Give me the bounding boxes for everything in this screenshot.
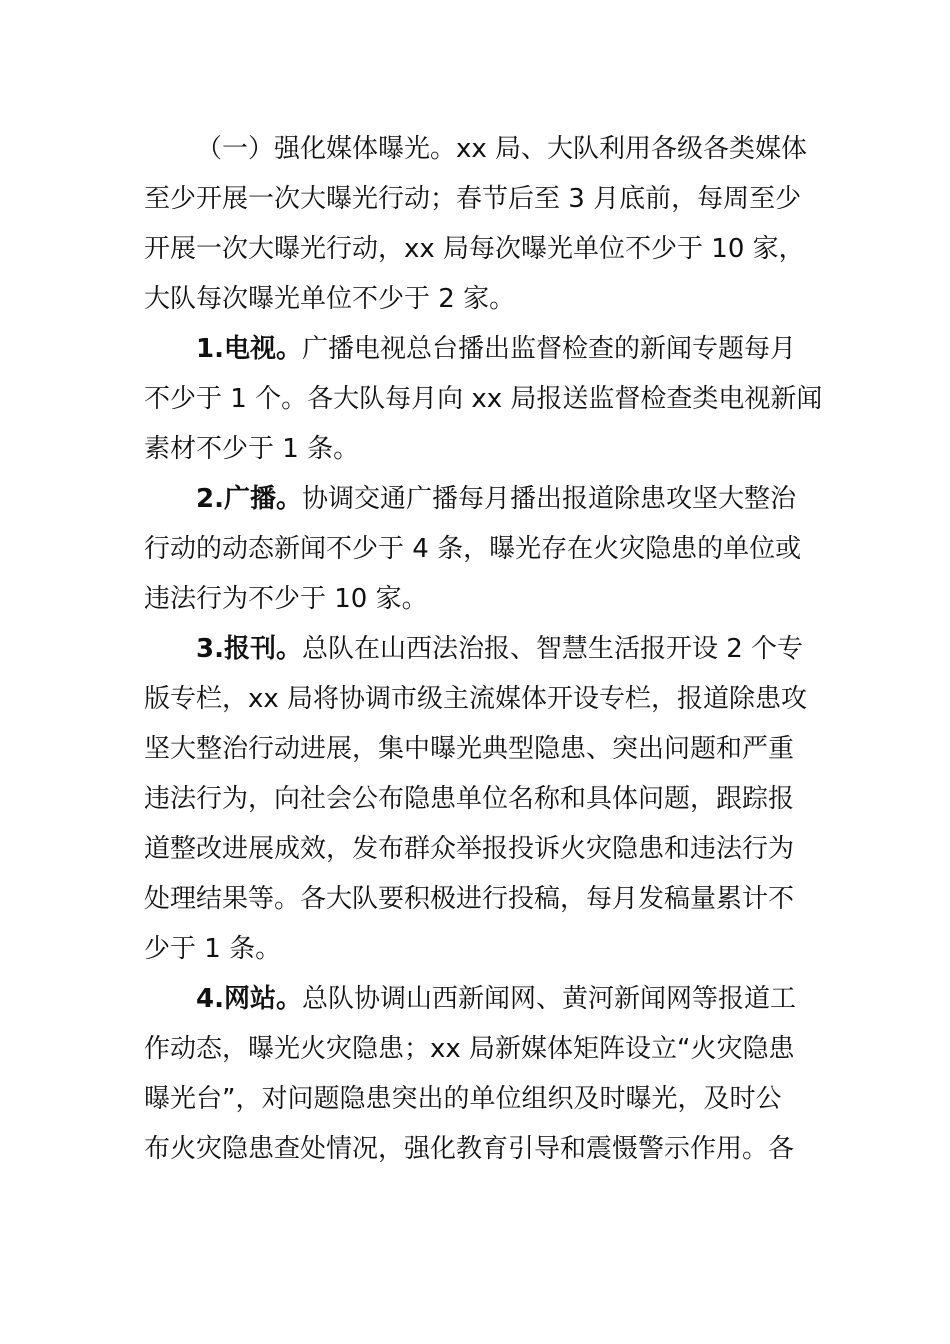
paragraph-text: 协调交通广播每月播出报道除患攻坚大整治	[301, 484, 796, 514]
paragraph-line	[144, 974, 804, 1024]
paragraph-line: 处理结果等。各大队要积极进行投稿，每月发稿量累计不	[144, 884, 795, 914]
paragraph-line: 不少于 1 个。各大队每月向 xx 局报送监督检查类电视新闻	[144, 384, 823, 414]
section-heading: 4.网站。	[196, 984, 302, 1014]
paragraph-line: 违法行为不少于 10 家。	[144, 584, 428, 614]
paragraph-line: 曝光台”，对问题隐患突出的单位组织及时曝光，及时公	[144, 1084, 782, 1114]
paragraph-text: 总队协调山西新闻网、黄河新闻网等报道工	[301, 984, 796, 1014]
paragraph-line: 行动的动态新闻不少于 4 条，曝光存在火灾隐患的单位或	[144, 534, 802, 564]
section-heading: 2.广播。	[196, 484, 302, 514]
paragraph-line: （一）强化媒体曝光。xx 局、大队利用各级各类媒体	[196, 134, 808, 164]
paragraph-line: 开展一次大曝光行动，xx 局每次曝光单位不少于 10 家，	[144, 234, 805, 264]
section-heading: 3.报刊。	[196, 634, 302, 664]
paragraph-line: 道整改进展成效，发布群众举报投诉火灾隐患和违法行为	[144, 834, 795, 864]
document-body	[144, 124, 823, 1174]
paragraph-line: 违法行为，向社会公布隐患单位名称和具体问题，跟踪报	[144, 784, 795, 814]
paragraph-line: 素材不少于 1 条。	[144, 434, 360, 464]
paragraph-text: 广播电视总台播出监督检查的新闻专题每月	[301, 334, 796, 364]
paragraph-line: 少于 1 条。	[144, 934, 282, 964]
paragraph-text: 总队在山西法治报、智慧生活报开设 2 个专	[301, 634, 804, 664]
section-heading: 1.电视。	[196, 334, 302, 364]
paragraph-line: 至少开展一次大曝光行动；春节后至 3 月底前，每周至少	[144, 184, 802, 214]
paragraph-line	[144, 324, 804, 374]
paragraph-line	[144, 474, 804, 524]
paragraph-line: 版专栏，xx 局将协调市级主流媒体开设专栏，报道除患攻	[144, 684, 808, 714]
paragraph-line: 坚大整治行动进展，集中曝光典型隐患、突出问题和严重	[144, 734, 795, 764]
paragraph-line: 布火灾隐患查处情况，强化教育引导和震慑警示作用。各	[144, 1134, 795, 1164]
paragraph-line: 大队每次曝光单位不少于 2 家。	[144, 284, 516, 314]
paragraph-line	[144, 624, 804, 674]
paragraph-line: 作动态，曝光火灾隐患；xx 局新媒体矩阵设立“火灾隐患	[144, 1034, 795, 1064]
